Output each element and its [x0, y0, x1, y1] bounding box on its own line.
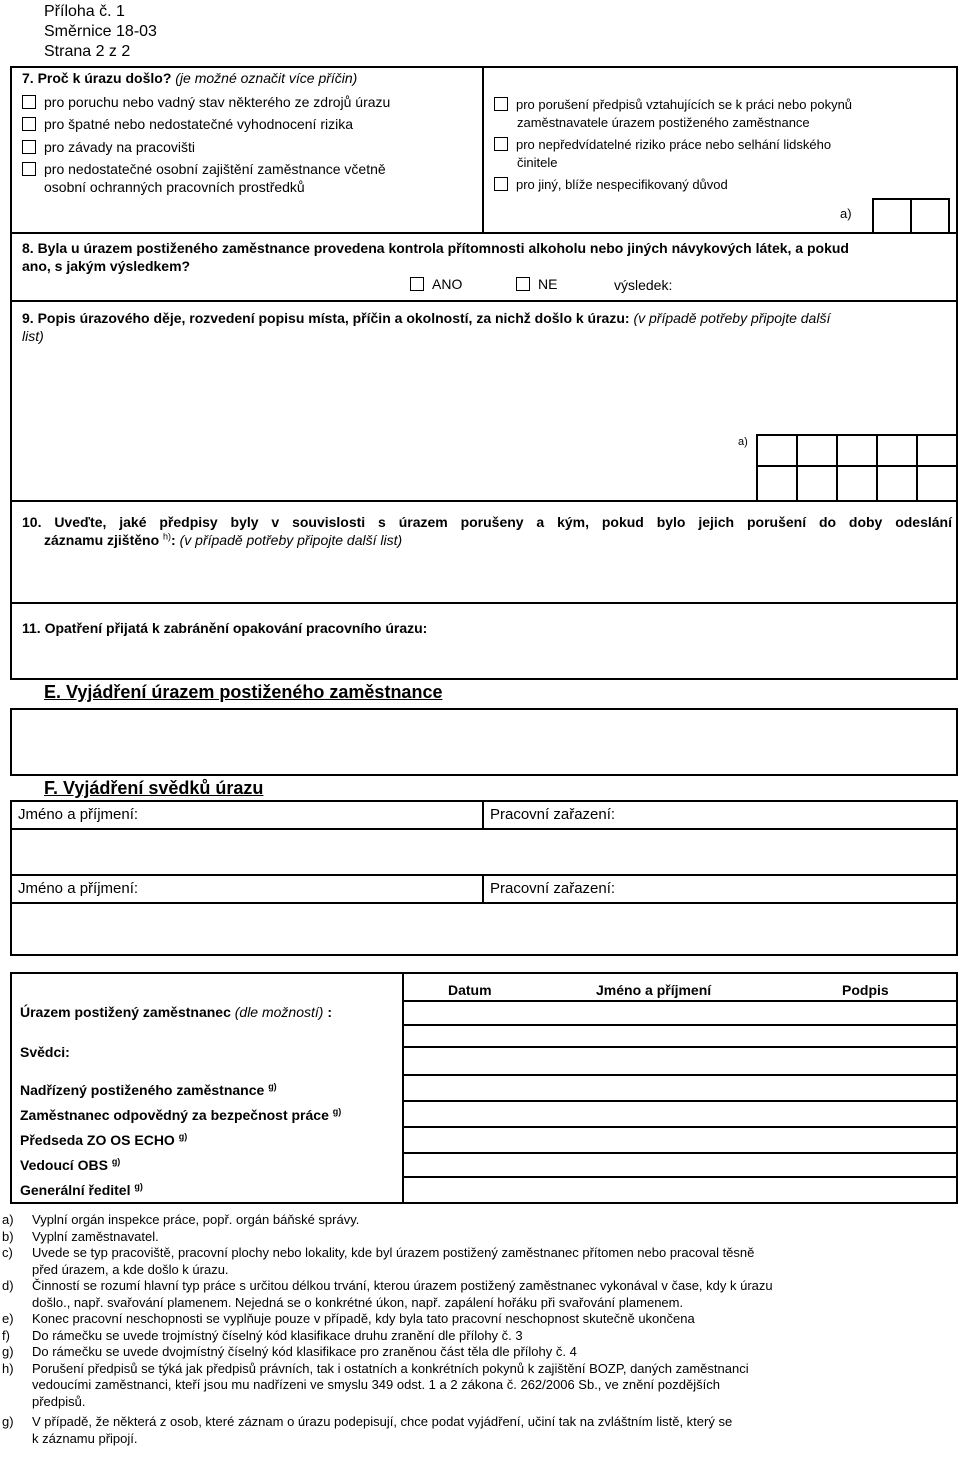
sig-row-line-8 [402, 1176, 958, 1178]
f-hline-1 [10, 828, 958, 830]
q8-no-option[interactable]: NE [516, 276, 557, 293]
q9-title: 9. Popis úrazového děje, rozvedení popisu místa, příčin a okolností, za nichž došlo k úrazu: [22, 310, 630, 326]
col-name-header: Jméno a příjmení [596, 982, 712, 998]
q7-option-5-cont: zaměstnavatele úrazem postiženého zaměstnance [517, 115, 810, 130]
checkbox[interactable] [22, 117, 36, 131]
q9-title-row [22, 310, 830, 327]
section-e-box[interactable] [10, 708, 958, 776]
q7-option-7[interactable]: pro jiný, blíže nespecifikovaný důvod [494, 176, 728, 193]
footnote-d: d) Činností se rozumí hlavní typ práce s určitou délkou trvání, kterou úrazem postižený zaměstnanec vykonával v čase, kdy k úrazu došlo., např. svařování plamenem. Nejedná se o konkrétné úkon, např. zapálení hořáku při svařování plamenem. [2, 1278, 773, 1310]
sig-safety-label: Zaměstnanec odpovědný za bezpečnost práce $^{g)}$ [20, 1106, 342, 1123]
sig-row-line-5 [402, 1100, 958, 1102]
q11-title: 11. Opatření přijatá k zabránění opakování pracovního úrazu: [22, 620, 428, 636]
footnote-a: a) Vyplní orgán inspekce práce, popř. orgán báňské správy. [2, 1212, 360, 1227]
page-header [44, 2, 157, 62]
q10-title-line2: záznamu zjištěno $^{h)}$: (v případě potřeby připojte další list) [44, 531, 403, 548]
witness2-position-label: Pracovní zařazení: [490, 880, 616, 897]
attachment-label: Příloha č. 1 [44, 3, 125, 20]
q7-title-row [22, 70, 357, 87]
checkbox[interactable] [22, 140, 36, 154]
witness1-name-label: Jméno a příjmení: [18, 806, 139, 823]
q11-section [10, 602, 958, 680]
q7-option-6-cont: činitele [517, 155, 558, 170]
q9-code-label: a) [738, 436, 748, 448]
footnote-g: g) Do rámečku se uvede dvojmístný číselný kód klasifikace pro zraněnou část těla dle přílohy č. 4 [2, 1344, 577, 1359]
q8-title-line1: 8. Byla u úrazem postiženého zaměstnance provedena kontrola přítomnosti alkoholu nebo jiných návykových látek, a pokud [22, 240, 849, 256]
signature-table [402, 972, 958, 1204]
q8-title-line2: ano, s jakým výsledkem? [22, 258, 191, 274]
directive-label: Směrnice 18-03 [44, 23, 157, 40]
f-hline-3 [10, 902, 958, 904]
q7-option-4[interactable]: pro nedostatečné osobní zajištění zaměstnance včetně [22, 161, 386, 178]
footnote-f: f) Do rámečku se uvede trojmístný číselný kód klasifikace druhu zranění dle přílohy č. 3 [2, 1327, 523, 1343]
q9-code-box-1[interactable] [756, 434, 798, 467]
checkbox[interactable] [494, 97, 508, 111]
q9-code-box-9[interactable] [876, 465, 918, 502]
sig-obs-label: Vedoucí OBS $^{g)}$ [20, 1156, 121, 1173]
section-e-title: E. Vyjádření úrazem postiženého zaměstnance [44, 682, 443, 702]
q10-title-line1: 10. Uveďte, jaké předpisy byly v souvislosti s úrazem porušeny a kým, pokud bylo jejich porušení do doby odeslání [22, 514, 952, 530]
q8-result-label: výsledek: [614, 277, 673, 293]
witness2-name-label: Jméno a příjmení: [18, 880, 139, 897]
q9-code-box-6[interactable] [756, 465, 798, 502]
q9-code-box-8[interactable] [836, 465, 878, 502]
q9-code-box-3[interactable] [836, 434, 878, 467]
sig-union-label: Předseda ZO OS ECHO $^{g)}$ [20, 1131, 188, 1148]
witness1-position-label: Pracovní zařazení: [490, 806, 616, 823]
f-hline-2 [10, 874, 958, 876]
section-f-title: F. Vyjádření svědků úrazu [44, 778, 264, 798]
q7-option-3[interactable]: pro závady na pracovišti [22, 139, 195, 156]
checkbox[interactable] [494, 177, 508, 191]
sig-row-line-7 [402, 1152, 958, 1154]
q9-code-box-5[interactable] [916, 434, 958, 467]
sig-row-line-1 [402, 1000, 958, 1002]
sig-director-label: Generální ředitel $^{g)}$ [20, 1181, 143, 1198]
checkbox[interactable] [494, 137, 508, 151]
q7-option-6[interactable]: pro nepředvídatelné riziko práce nebo selhání lidského [494, 136, 831, 153]
q7-code-label: a) [840, 206, 852, 221]
q7-title: 7. Proč k úrazu došlo? [22, 70, 172, 86]
checkbox[interactable] [516, 277, 530, 291]
footnote-b: b) Vyplní zaměstnavatel. [2, 1228, 159, 1244]
sig-bottom-left [10, 1202, 402, 1204]
q7-note: (je možné označit více příčin) [175, 70, 358, 86]
q9-note: (v případě potřeby připojte další [633, 310, 831, 326]
footnote-e: e) Konec pracovní neschopnosti se vyplňuje pouze v případě, kdy byla tato pracovní neschopnost skutečně ukončena [2, 1311, 695, 1326]
q7-divider [482, 66, 484, 234]
footnotes [0, 1212, 928, 1447]
q9-code-box-4[interactable] [876, 434, 918, 467]
sig-left-border [10, 972, 12, 1204]
sig-row-line-6 [402, 1126, 958, 1128]
section-f-box [10, 800, 958, 956]
checkbox[interactable] [22, 162, 36, 176]
sig-row-line-2 [402, 1024, 958, 1026]
q7-option-1[interactable]: pro poruchu nebo vadný stav některého ze zdrojů úrazu [22, 94, 390, 111]
sig-row-line-4 [402, 1074, 958, 1076]
footnote-h: h) Porušení předpisů se týká jak předpisů právních, tak i ostatních a konkrétních pokynů k zajištění BOZP, daných zaměstnanci vedoucími zaměstnanci, kteří jsou mu nadřízeni ve smyslu 349 odst. 1 a 2 zákona č. 262/2006 Sb., ve znění pozdějších předpisů. [2, 1360, 749, 1409]
q10-note: (v případě potřeby připojte další list) [179, 532, 403, 548]
q9-code-box-2[interactable] [796, 434, 838, 467]
f-divider-1 [482, 800, 484, 830]
q7-option-2[interactable]: pro špatné nebo nedostatečné vyhodnocení rizika [22, 116, 353, 133]
sig-injured-label: Úrazem postižený zaměstnanec (dle možností) : [20, 1004, 333, 1020]
q7-code-box-1[interactable] [872, 198, 912, 234]
f-divider-2 [482, 874, 484, 904]
q9-note-cont: list) [22, 328, 44, 344]
sig-top-left [10, 972, 402, 974]
q9-code-box-10[interactable] [916, 465, 958, 502]
q8-yes-option[interactable]: ANO [410, 276, 462, 293]
col-sign-header: Podpis [842, 982, 889, 998]
q7-option-5[interactable]: pro porušení předpisů vztahujících se k práci nebo pokynů [494, 96, 852, 113]
checkbox[interactable] [410, 277, 424, 291]
col-date-header: Datum [448, 982, 492, 998]
sig-supervisor-label: Nadřízený postiženého zaměstnance $^{g)}$ [20, 1081, 277, 1098]
footnote-c: c) Uvede se typ pracoviště, pracovní plochy nebo lokality, kde byl úrazem postižený zaměstnanec přítomen nebo pracoval těsně před úrazem, a kde došlo k úrazu. [2, 1245, 755, 1277]
page-number: Strana 2 z 2 [44, 43, 131, 60]
q7-code-box-2[interactable] [910, 198, 950, 234]
q7-option-4-cont: osobní ochranných pracovních prostředků [44, 179, 305, 195]
footnote-g2: g) V případě, že některá z osob, které záznam o úrazu podepisují, chce podat vyjádření, učiní tak na zvláštním listě, který se k záznamu připojí. [2, 1414, 733, 1446]
sig-row-line-3 [402, 1046, 958, 1048]
q9-code-box-7[interactable] [796, 465, 838, 502]
checkbox[interactable] [22, 95, 36, 109]
sig-witnesses-label: Svědci: [20, 1044, 70, 1060]
